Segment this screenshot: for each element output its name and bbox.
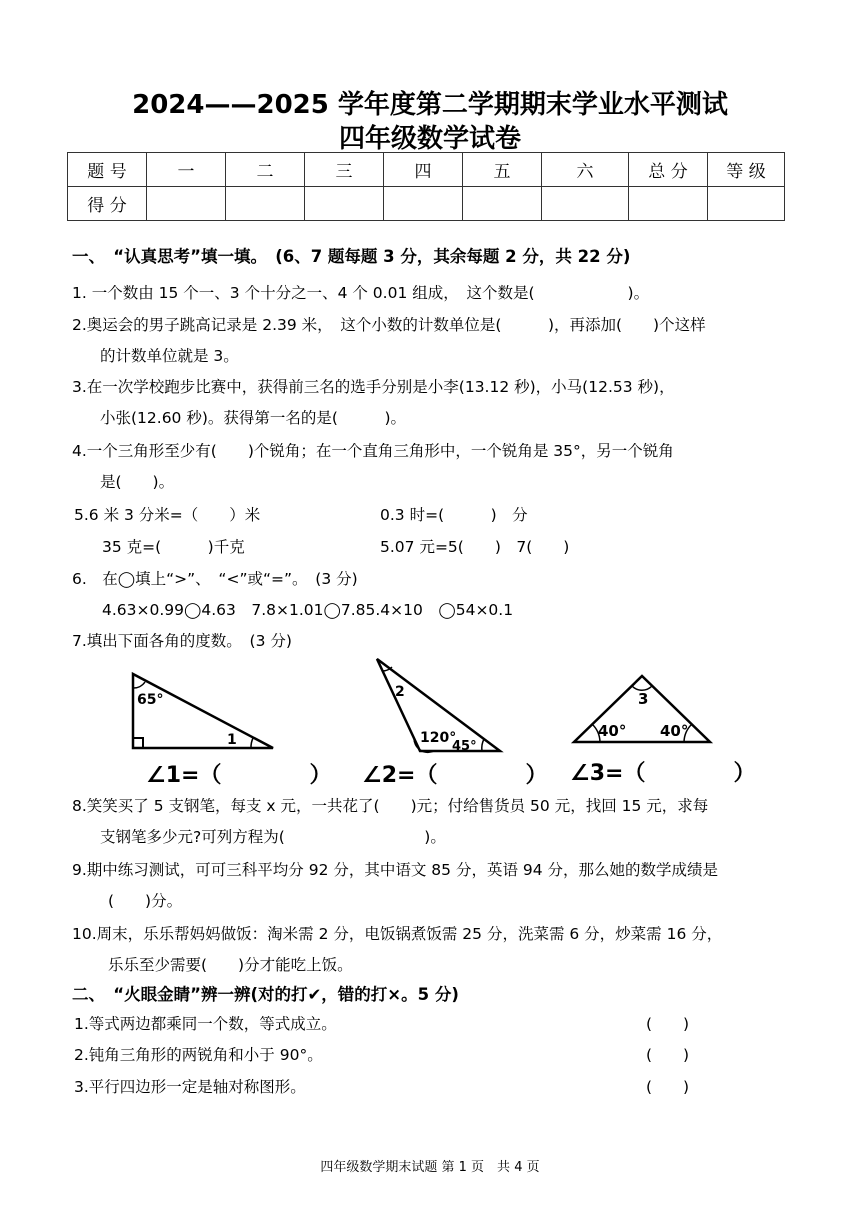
table-cell: 五	[463, 153, 542, 187]
section2-title: 二、 “火眼金睛”辨一辨(对的打✔，错的打×。5 分)	[72, 985, 459, 1004]
question-6-items: 4.63×0.99◯4.63 7.8×1.01◯7.85.4×10 ◯54×0.1	[102, 601, 514, 619]
score-input-cell[interactable]	[542, 187, 629, 221]
table-cell: 三	[305, 153, 384, 187]
question-1: 1. 一个数由 15 个一、3 个十分之一、4 个 0.01 组成， 这个数是( )。	[72, 284, 650, 302]
question-3-cont: 小张(12.60 秒)。获得第一名的是( )。	[100, 409, 406, 427]
question-4: 4.一个三角形至少有( )个锐角；在一个直角三角形中，一个锐角是 35°，另一个锐角	[72, 442, 674, 460]
triangle-1-figure	[125, 668, 285, 756]
question-5b-right: 5.07 元=5( ) 7( )	[380, 538, 570, 556]
table-cell: 六	[542, 153, 629, 187]
angle-label-120: 120°	[420, 730, 457, 746]
question-8-cont: 支钢笔多少元?可列方程为( )。	[100, 828, 446, 846]
statement-1: 1.等式两边都乘同一个数，等式成立。	[74, 1015, 337, 1033]
angle-label-3: 3	[638, 690, 649, 708]
question-5a-right: 0.3 时=( ) 分	[380, 506, 528, 524]
angle-label-65: 65°	[137, 692, 164, 708]
score-table	[67, 152, 785, 221]
triangle-3-figure	[570, 672, 716, 746]
angle-label-2: 2	[395, 684, 405, 700]
table-cell: 二	[226, 153, 305, 187]
exam-subtitle: 四年级数学试卷	[338, 124, 521, 154]
question-10-cont: 乐乐至少需要( )分才能吃上饭。	[108, 956, 353, 974]
table-row	[68, 187, 785, 221]
score-input-cell[interactable]	[226, 187, 305, 221]
table-cell: 一	[147, 153, 226, 187]
table-cell: 总 分	[629, 153, 708, 187]
exam-title: 2024——2025 学年度第二学期期末学业水平测试	[132, 90, 728, 120]
answer-paren-2[interactable]: ( )	[646, 1046, 690, 1064]
table-cell: 四	[384, 153, 463, 187]
score-input-cell[interactable]	[305, 187, 384, 221]
angle-3-answer: ∠3=（ ）	[570, 761, 756, 786]
answer-paren-1[interactable]: ( )	[646, 1015, 690, 1033]
question-3: 3.在一次学校跑步比赛中，获得前三名的选手分别是小李(13.12 秒)，小马(12.53 秒)，	[72, 378, 675, 396]
score-input-cell[interactable]	[629, 187, 708, 221]
question-9: 9.期中练习测试，可可三科平均分 92 分，其中语文 85 分，英语 94 分，那么她的数学成绩是	[72, 861, 719, 879]
table-row	[68, 153, 785, 187]
angle-label-45: 45°	[452, 739, 477, 754]
table-cell: 等 级	[708, 153, 785, 187]
page-footer: 四年级数学期末试题 第 1 页 共 4 页	[320, 1160, 540, 1175]
answer-paren-3[interactable]: ( )	[646, 1078, 690, 1096]
score-input-cell[interactable]	[708, 187, 785, 221]
question-8: 8.笑笑买了 5 支钢笔，每支 x 元，一共花了( )元；付给售货员 50 元，找回 15 元，求每	[72, 797, 709, 815]
table-cell: 题 号	[68, 153, 147, 187]
question-7: 7.填出下面各角的度数。 (3 分)	[72, 632, 292, 650]
question-9-cont: ( )分。	[108, 892, 183, 910]
score-input-cell[interactable]	[463, 187, 542, 221]
question-5a-left: 5.6 米 3 分米=（ ）米	[74, 506, 261, 524]
score-input-cell[interactable]	[147, 187, 226, 221]
question-4-cont: 是( )。	[100, 473, 175, 491]
question-2: 2.奥运会的男子跳高记录是 2.39 米， 这个小数的计数单位是( )，再添加( )个这样	[72, 316, 706, 334]
angle-2-answer: ∠2=（ ）	[362, 763, 548, 788]
angle-label-1: 1	[227, 732, 237, 748]
statement-3: 3.平行四边形一定是轴对称图形。	[74, 1078, 306, 1096]
section1-title: 一、 “认真思考”填一填。 (6、7 题每题 3 分，其余每题 2 分，共 22 分)	[72, 247, 631, 266]
table-cell: 得 分	[68, 187, 147, 221]
question-2-cont: 的计数单位就是 3。	[100, 347, 239, 365]
angle-label-40-right: 40°	[660, 722, 689, 740]
score-input-cell[interactable]	[384, 187, 463, 221]
question-5b-left: 35 克=( )千克	[102, 538, 245, 556]
question-10: 10.周末，乐乐帮妈妈做饭：淘米需 2 分，电饭锅煮饭需 25 分，洗菜需 6 分，炒菜需 16 分，	[72, 925, 723, 943]
statement-2: 2.钝角三角形的两锐角和小于 90°。	[74, 1046, 323, 1064]
angle-label-40-left: 40°	[598, 722, 627, 740]
question-6: 6. 在◯填上“>”、 “<”或“=”。 (3 分)	[72, 570, 358, 588]
angle-1-answer: ∠1=（ ）	[146, 763, 332, 788]
